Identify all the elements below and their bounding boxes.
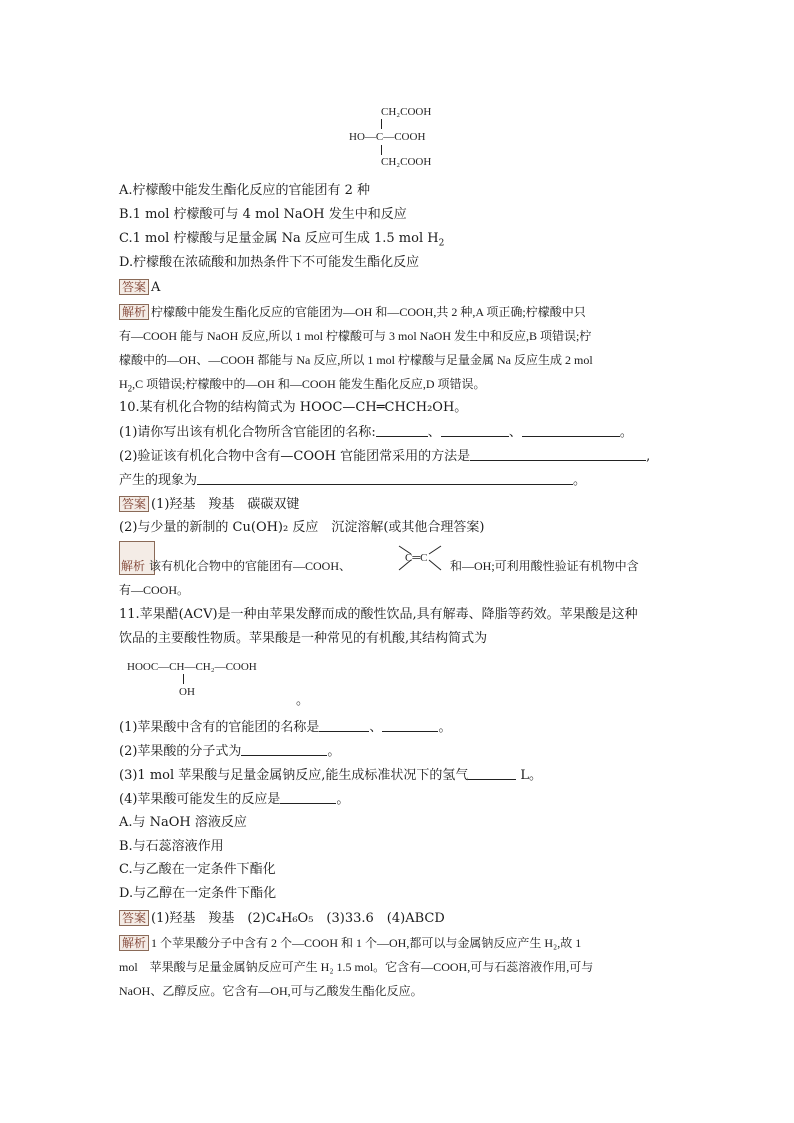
blank-6[interactable] bbox=[319, 719, 369, 732]
unit: L。 bbox=[520, 768, 543, 783]
end-mark: 。 bbox=[438, 720, 452, 735]
q9-analysis-1-text: 柠檬酸中能发生酯化反应的官能团为—OH 和—COOH,共 2 种,A 项正确;柠檬酸中只 bbox=[151, 305, 586, 319]
q10-part2a-text: (2)验证该有机化合物中含有—COOH 官能团常采用的方法是 bbox=[119, 449, 471, 464]
q11-option-d: D.与乙醇在一定条件下酯化 bbox=[119, 886, 277, 901]
answer-tag: 答案 bbox=[119, 279, 149, 295]
q9-option-b: B.1 mol 柠檬酸可与 4 mol NaOH 发生中和反应 bbox=[119, 207, 407, 222]
q11-part3-text: (3)1 mol 苹果酸与足量金属钠反应,能生成标准状况下的氢气 bbox=[119, 768, 469, 783]
sep: 、 bbox=[427, 425, 441, 440]
q11-part3 bbox=[119, 767, 542, 784]
malic-main-chain: HOOC—CH—CH₂—COOH bbox=[127, 661, 257, 673]
bond-line-bottom bbox=[381, 145, 383, 155]
q10-analysis-1b: 和—OH;可利用酸性验证有机物中含 bbox=[450, 559, 639, 573]
struct-row-1: CH₂COOH bbox=[381, 106, 432, 118]
cc-label: C═C bbox=[405, 552, 428, 564]
sep: 、 bbox=[369, 720, 383, 735]
q11-part4 bbox=[119, 791, 349, 808]
q10-stem: 10.某有机化合物的结构简式为 HOOC—CH═CHCH₂OH。 bbox=[119, 400, 468, 415]
q11-option-c: C.与乙酸在一定条件下酯化 bbox=[119, 862, 276, 877]
malic-end: 。 bbox=[296, 692, 310, 707]
q9-option-a: A.柠檬酸中能发生酯化反应的官能团有 2 种 bbox=[119, 183, 371, 198]
q10-answer-1 bbox=[119, 496, 299, 513]
answer-tag: 答案 bbox=[119, 910, 149, 926]
cc-double-bond-diagram bbox=[395, 540, 445, 574]
bond-line-top bbox=[381, 119, 383, 129]
end-mark: 。 bbox=[327, 744, 341, 759]
struct-row-3: CH₂COOH bbox=[381, 156, 432, 168]
q9-analysis-4a: H bbox=[119, 377, 128, 391]
blank-5[interactable] bbox=[197, 472, 573, 485]
q11-option-b: B.与石蕊溶液作用 bbox=[119, 839, 224, 854]
q11-stem-1: 11.苹果醋(ACV)是一种由苹果发酵而成的酸性饮品,具有解毒、降脂等药效。苹果酸是这种 bbox=[119, 607, 638, 622]
q11-part2 bbox=[119, 743, 340, 760]
q10-part2b-text: 产生的现象为 bbox=[119, 473, 198, 488]
end-mark: 。 bbox=[336, 792, 350, 807]
answer-tag: 答案 bbox=[119, 496, 149, 512]
q11-part4-text: (4)苹果酸可能发生的反应是 bbox=[119, 792, 281, 807]
q9-answer-text: A bbox=[151, 280, 161, 295]
malic-oh: OH bbox=[179, 686, 195, 698]
malic-oh-bond bbox=[183, 674, 185, 684]
q11-part1 bbox=[119, 719, 451, 736]
blank-7[interactable] bbox=[382, 719, 438, 732]
sep: 、 bbox=[508, 425, 522, 440]
q11-analysis-3: NaOH、乙醇反应。它含有—OH,可与乙酸发生酯化反应。 bbox=[119, 984, 423, 998]
q10-part2a bbox=[119, 448, 650, 465]
q10-analysis-1 bbox=[119, 558, 351, 574]
comma: , bbox=[646, 449, 651, 464]
q9-analysis-4-sub: 2 bbox=[127, 383, 133, 394]
analysis-tag: 解析 bbox=[121, 559, 146, 573]
q9-analysis-4 bbox=[119, 376, 486, 396]
q11-stem-2: 饮品的主要酸性物质。苹果酸是一种常见的有机酸,其结构简式为 bbox=[119, 631, 488, 646]
q9-answer bbox=[119, 279, 160, 296]
blank-1[interactable] bbox=[376, 424, 428, 437]
blank-3[interactable] bbox=[522, 424, 620, 437]
analysis-tag: 解析 bbox=[119, 304, 149, 320]
q9-option-c bbox=[119, 231, 444, 252]
q10-part1 bbox=[119, 424, 633, 441]
end-mark: 。 bbox=[619, 425, 633, 440]
q11-part1-text: (1)苹果酸中含有的官能团的名称是 bbox=[119, 720, 320, 735]
q9-analysis-4b: ,C 项错误;柠檬酸中的—OH 和—COOH 能发生酯化反应,D 项错误。 bbox=[132, 377, 486, 391]
q9-analysis-1 bbox=[119, 304, 586, 320]
q10-answer-1-text: (1)羟基 羧基 碳碳双键 bbox=[151, 497, 300, 512]
q9-analysis-3: 檬酸中的—OH、—COOH 都能与 Na 反应,所以 1 mol 柠檬酸与足量金属 Na 反应生成 2 mol bbox=[119, 353, 593, 367]
q9-option-c-text: C.1 mol 柠檬酸与足量金属 Na 反应可生成 1.5 mol H bbox=[119, 231, 439, 246]
blank-8[interactable] bbox=[241, 743, 327, 756]
q9-option-c-sub: 2 bbox=[438, 238, 445, 249]
q11-analysis-1 bbox=[119, 935, 581, 951]
q11-answer bbox=[119, 910, 445, 927]
blank-2[interactable] bbox=[441, 424, 509, 437]
blank-4[interactable] bbox=[470, 448, 646, 461]
q9-analysis-2: 有—COOH 能与 NaOH 反应,所以 1 mol 柠檬酸可与 3 mol NaOH 发生中和反应,B 项错误;柠 bbox=[119, 329, 592, 343]
q10-analysis-1a: 该有机化合物中的官能团有—COOH、 bbox=[149, 559, 352, 573]
q10-analysis-2: 有—COOH。 bbox=[119, 583, 190, 597]
q11-answer-text: (1)羟基 羧基 (2)C₄H₆O₅ (3)33.6 (4)ABCD bbox=[151, 911, 445, 926]
q11-option-a: A.与 NaOH 溶液反应 bbox=[119, 815, 247, 830]
q11-analysis-2: mol 苹果酸与足量金属钠反应可产生 H₂ 1.5 mol。它含有—COOH,可与石蕊溶液作用,可与 bbox=[119, 960, 594, 974]
q9-option-d: D.柠檬酸在浓硫酸和加热条件下不可能发生酯化反应 bbox=[119, 255, 420, 270]
q10-part1-text: (1)请你写出该有机化合物所含官能团的名称: bbox=[119, 425, 376, 440]
q11-analysis-1-text: 1 个苹果酸分子中含有 2 个—COOH 和 1 个—OH,都可以与金属钠反应产生 H₂,故 1 bbox=[151, 936, 582, 950]
q11-part2-text: (2)苹果酸的分子式为 bbox=[119, 744, 242, 759]
analysis-tag: 解析 bbox=[119, 935, 149, 951]
blank-10[interactable] bbox=[280, 791, 336, 804]
blank-9[interactable] bbox=[468, 767, 516, 780]
q10-part2b bbox=[119, 472, 586, 489]
struct-row-2: HO—C—COOH bbox=[349, 131, 426, 143]
end-mark: 。 bbox=[573, 473, 587, 488]
q10-answer-2: (2)与少量的新制的 Cu(OH)₂ 反应 沉淀溶解(或其他合理答案) bbox=[119, 520, 485, 535]
